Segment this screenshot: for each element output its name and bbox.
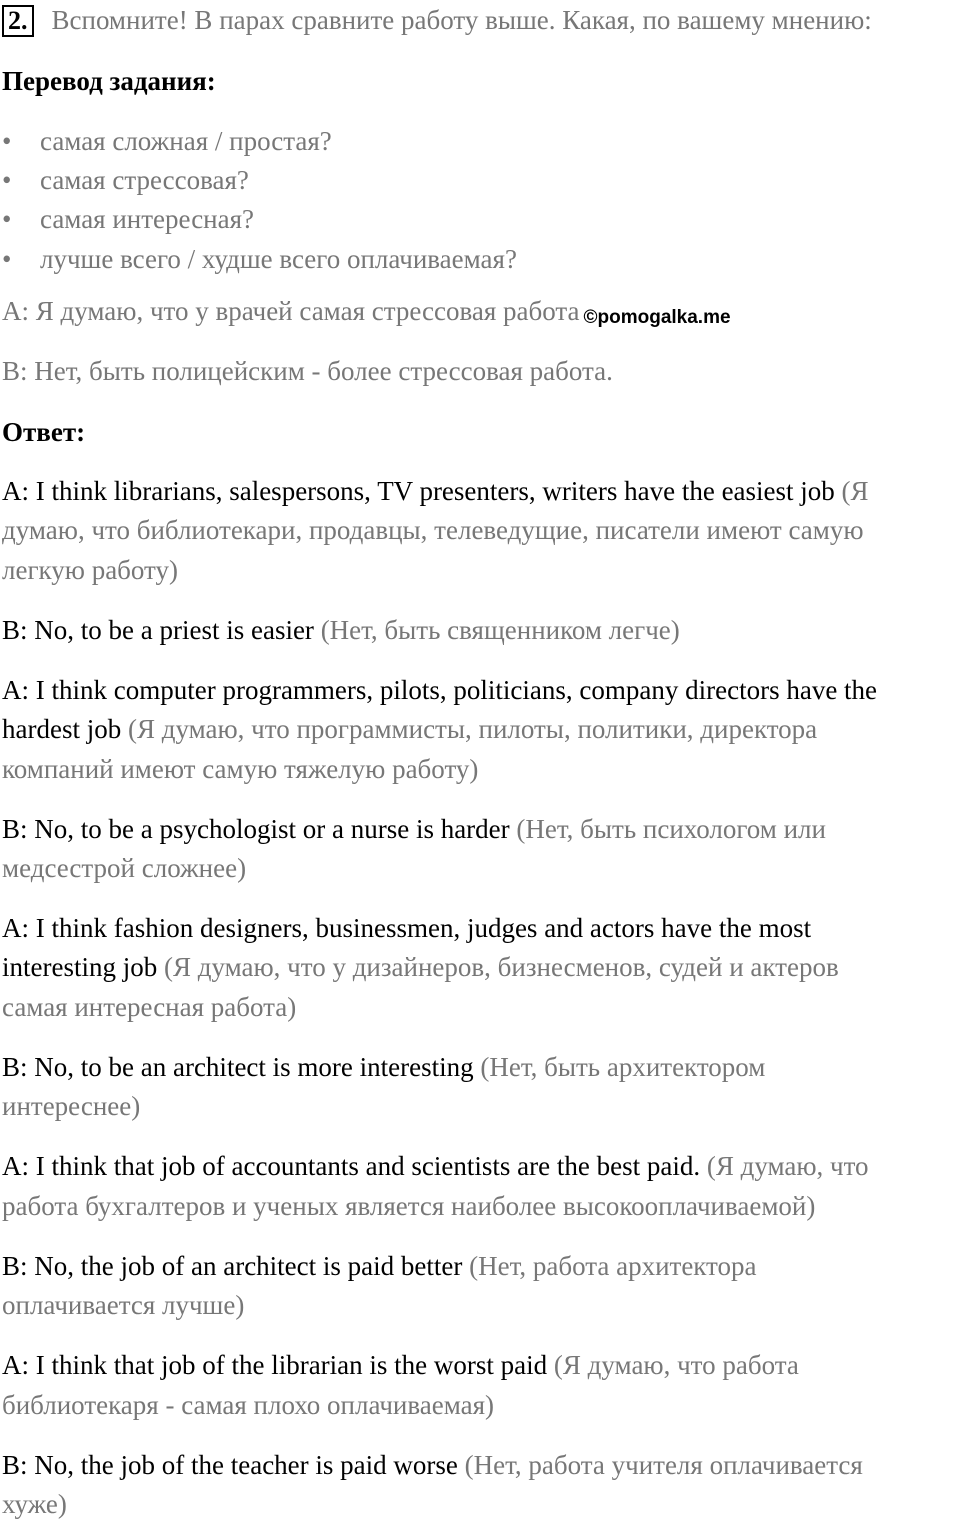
answer-ru-part: (Я bbox=[841, 476, 869, 506]
answer-en: B: No, to be a psychologist or a nurse is harder bbox=[2, 814, 510, 844]
example-a: А: Я думаю, что у врачей самая стрессовая работа ©pomogalka.me bbox=[2, 296, 731, 328]
example-b: В: Нет, быть полицейским - более стрессовая работа. bbox=[2, 356, 613, 386]
watermark: ©pomogalka.me bbox=[583, 307, 731, 328]
translation-heading: Перевод задания: bbox=[2, 66, 216, 96]
task-instruction: Вспомните! В парах сравните работу выше. Какая, по вашему мнению: bbox=[51, 5, 872, 35]
answer-en: B: No, the job of the teacher is paid worse bbox=[2, 1450, 458, 1480]
bullet-item: • лучше всего / худше всего оплачиваемая? bbox=[2, 244, 517, 274]
answer-en: A: I think that job of the librarian is the worst paid bbox=[2, 1350, 548, 1380]
bullet-item: • самая сложная / простая? bbox=[2, 126, 332, 156]
answer-en: B: No, to be a priest is easier bbox=[2, 615, 314, 645]
bullet-item: • самая стрессовая? bbox=[2, 165, 249, 195]
answer-ru: (Нет, быть священником легче) bbox=[320, 615, 680, 645]
answer-en: B: No, the job of an architect is paid better bbox=[2, 1251, 463, 1281]
answer-en: A: I think that job of accountants and scientists are the best paid. bbox=[2, 1151, 701, 1181]
task-number: 2. bbox=[2, 5, 34, 37]
task-line bbox=[2, 1, 872, 40]
answer-heading: Ответ: bbox=[2, 417, 86, 447]
answer-en: B: No, to be an architect is more interesting bbox=[2, 1052, 474, 1082]
answer-en: A: I think librarians, salespersons, TV presenters, writers have the easiest job bbox=[2, 476, 835, 506]
bullet-item: • самая интересная? bbox=[2, 204, 255, 234]
